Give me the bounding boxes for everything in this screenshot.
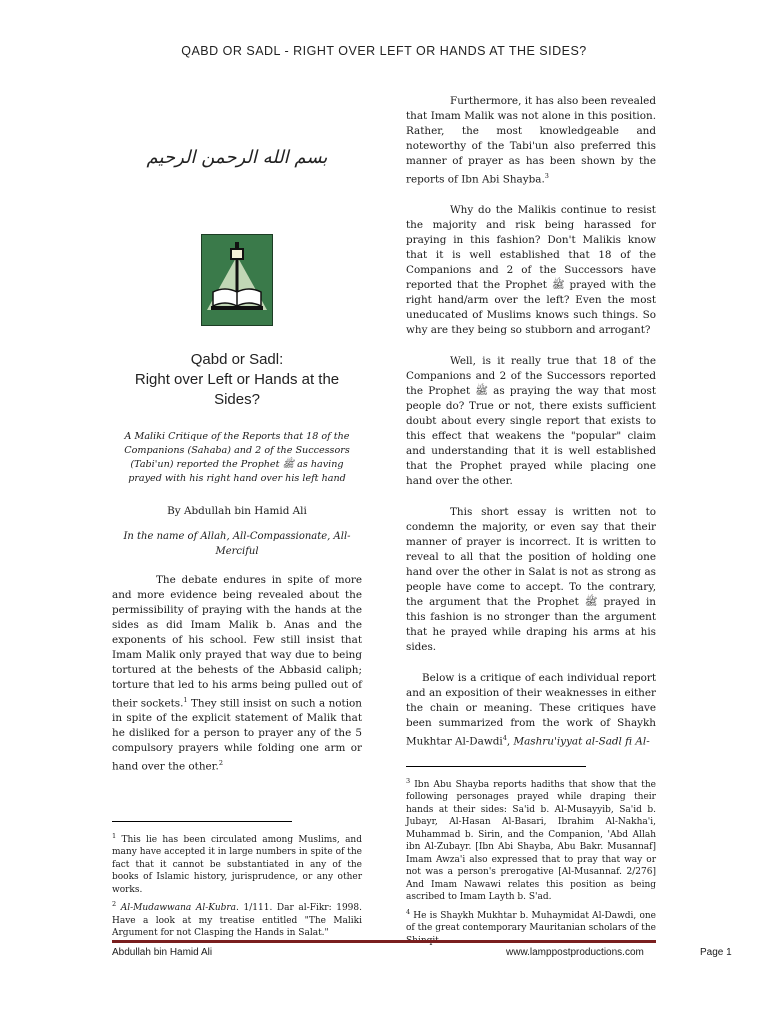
footnote-separator xyxy=(112,821,292,822)
footnote-4: $^4$ He is Shaykh Mukhtar b. Muhaymidat Al-Dawdi, one of the great contemporary Mauritanian scholars of the xyxy=(406,907,656,934)
basmala-translation: In the name of Allah, All-Compassionate, All-Merciful xyxy=(123,531,351,557)
right-paragraph-1: Furthermore, it has also been revealed that Imam Malik was not alone in this position. Rather, the most knowledgeable and noteworthy of the Tabi'un also preferred this manner of prayer as has been shown by the reports of Ibn Abi Shayba.$^3$ xyxy=(406,95,656,186)
footnote-1: $^1$ This lie has been circulated among Muslims, and many have accepted it in large numbers in spite of the fact that it cannot be substantiated in any of the books of Islamic history, jurisprudence, or any other works. xyxy=(112,831,362,895)
bismillah-calligraphy: بسم الله الرحمن الرحيم xyxy=(146,147,328,168)
footer-divider xyxy=(112,940,656,943)
running-header: QABD OR SADL - RIGHT OVER LEFT OR HANDS AT THE SIDES? xyxy=(181,44,587,58)
document-title: Qabd or Sadl: Right over Left or Hands at the Sides? xyxy=(134,351,340,408)
author-byline: By Abdullah bin Hamid Ali xyxy=(167,505,307,517)
left-paragraph-1: The debate endures in spite of more and more evidence being revealed about the permissibility of praying with the hands at the sides as did Imam Malik b. Anas and the exponents of his school. Few still insist that Imam Malik only prayed that way due to being tortured at the behests of the Abbasid caliph; torture that led to his arms being pulled out of their sockets.$^1$ They still insist on such a notion in spite of the explicit statement of Malik that he disliked for a person to prayer any of the 5 compulsory prayers while folding one arm or hand over the other.$^2$ xyxy=(112,574,362,773)
right-paragraph-4: This short essay is written not to condemn the majority, or even say that their manner of prayer is incorrect. It is written to reveal to all that the position of holding one hand over the other in Salat is not as strong as people have come to accept. To the contrary, the argument that the Prophet ﷺ prayed in this fashion is no stronger than the argument that he prayed while draping his arms at his sides. xyxy=(406,506,657,654)
footer-website-link[interactable]: www.lamppostproductions.com xyxy=(506,947,644,958)
footer-page-number: Page 1 xyxy=(700,947,732,958)
right-paragraph-2: Why do the Malikis continue to resist the majority and risk being harassed for praying in this fashion? Don't Malikis know that it is well established that 18 of the Companions and 2 of the Successors have reported that the Prophet ﷺ prayed with the right hand/arm over the left? Even the most uneducated of Muslims knows such things. So why are they being so stubborn and arrogant? xyxy=(406,204,656,337)
footer-author: Abdullah bin Hamid Ali xyxy=(112,947,213,958)
lamp-post-logo xyxy=(201,234,273,326)
right-column xyxy=(406,94,656,949)
footnote-2: $^2$ Al-Mudawwana Al-Kubra. 1/111. Dar al-Fikr: 1998. Have a look at my treatise entitled "The Maliki Argument for not Clasping the Hands in Salat." xyxy=(112,900,362,939)
footnote-separator-right xyxy=(406,766,586,767)
left-column xyxy=(112,138,362,942)
right-paragraph-3: Well, is it really true that 18 of the Companions and 2 of the Successors reported the Prophet ﷺ as praying the way that most people do? True or not, there exists sufficient doubt about every single report that exists to this effect that weakens the "popular" claim and understanding that it is well established that the Prophet prayed while placing one hand over the other. xyxy=(406,355,656,488)
right-paragraph-5: Below is a critique of each individual report and an exposition of their weaknesses in either the chain or meaning. These critiques have been summarized from the work of Shaykh Mukhtar Al-Dawdi$^4$, Mashru'iyyat al-Sadl fi Al- xyxy=(406,672,656,748)
lamp-book-icon xyxy=(201,234,273,326)
document-subtitle: A Maliki Critique of the Reports that 18 of the Companions (Sahaba) and 2 of the Successors (Tabi'un) reported the Prophet ﷺ as having prayed with his right hand over his left hand xyxy=(124,431,350,484)
footnote-3: $^3$ Ibn Abu Shayba reports hadiths that show that the following personages prayed while draping their hands at their sides: Sa'id b. Al-Musayyib, Sa'id b. Jubayr, Al-Hasan Al-Basari, Ibrahim Al-Nakha'i, Muhammad b. Sirin, and the Companion, 'Abd Allah ibn Al-Zubayr. [Ibn Abi Shayba, Abu Bakr. Musannaf] Imam Awza'i also expressed that to pray that way or not was a person's prerogative [Al-Musannaf. 2/276] And Imam Nawawi relates this position as being ascribed to Imam Layth b. S'ad. xyxy=(406,776,656,903)
